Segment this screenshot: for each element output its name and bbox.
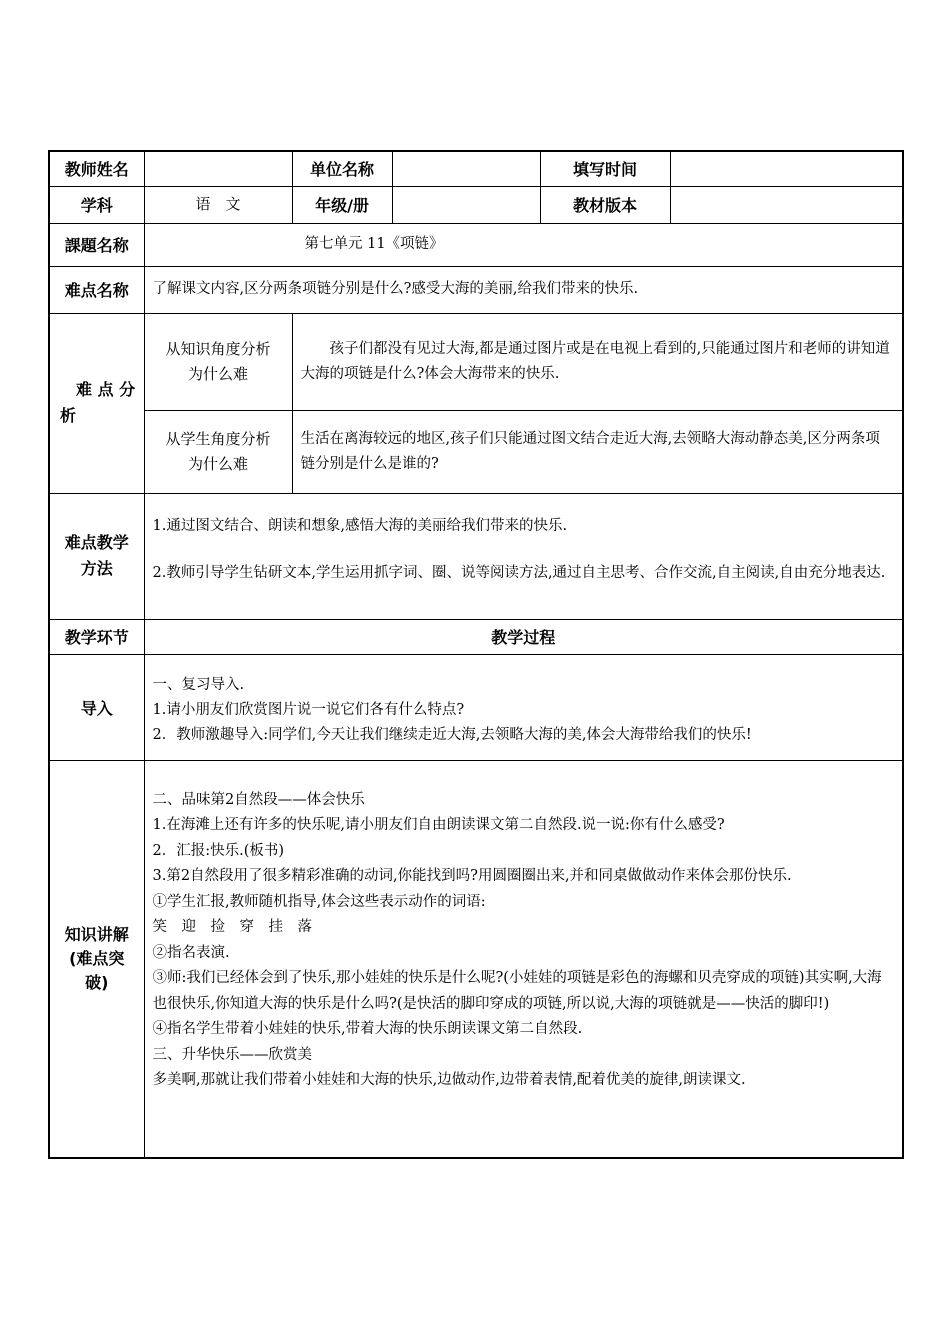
analysis-row-student bbox=[49, 410, 903, 493]
lecture-label-line-2: (难点突 bbox=[69, 948, 125, 968]
grade-value bbox=[392, 186, 540, 223]
intro-line-3: 2．教师激趣导入:同学们,今天让我们继续走近大海,去领略大海的美,体会大海带给我们的快乐! bbox=[152, 726, 752, 743]
analysis-label bbox=[49, 313, 144, 493]
difficulty-label: 难点名称 bbox=[49, 266, 144, 313]
lecture-line-9: ④指名学生带着小娃娃的快乐,带着大海的快乐朗读课文第二自然段. bbox=[152, 1021, 583, 1037]
difficulty-value: 了解课文内容,区分两条项链分别是什么?感受大海的美丽,给我们带来的快乐. bbox=[144, 266, 903, 313]
textbook-value bbox=[670, 186, 903, 223]
intro-line-1: 一、复习导入. bbox=[152, 676, 245, 693]
analysis-row-knowledge bbox=[49, 313, 903, 410]
lecture-label-line-3: 破) bbox=[85, 972, 109, 992]
intro-label: 导入 bbox=[49, 654, 144, 760]
lecture-line-11: 多美啊,那就让我们带着小娃娃和大海的快乐,边做动作,边带着表情,配着优美的旋律,朗读课文. bbox=[152, 1072, 746, 1088]
topic-label: 課題名称 bbox=[49, 223, 144, 266]
knowledge-angle-label bbox=[144, 313, 292, 410]
textbook-label: 教材版本 bbox=[540, 186, 670, 223]
unit-name-label: 单位名称 bbox=[292, 151, 392, 186]
stage-label: 教学环节 bbox=[49, 619, 144, 654]
lecture-label bbox=[49, 760, 144, 1158]
process-label: 教学过程 bbox=[144, 619, 903, 654]
fill-time-value bbox=[670, 151, 903, 186]
analysis-label-line-1: 难 点 分 bbox=[76, 380, 136, 399]
difficulty-row bbox=[49, 266, 903, 313]
lecture-line-5: ①学生汇报,教师随机指导,体会这些表示动作的词语: bbox=[152, 893, 486, 910]
subject-value: 语 文 bbox=[144, 186, 292, 223]
process-header-row bbox=[49, 619, 903, 654]
analysis-label-line-2: 析 bbox=[60, 406, 77, 425]
topic-row bbox=[49, 223, 903, 266]
lecture-line-3: 2．汇报:快乐.(板书) bbox=[152, 842, 285, 859]
method-item-2: 2.教师引导学生钻研文本,学生运用抓字词、圈、说等阅读方法,通过自主思考、合作交流,自主阅读,自由充分地表达. bbox=[152, 564, 886, 581]
teacher-name-value bbox=[144, 151, 292, 186]
unit-name-value bbox=[392, 151, 540, 186]
subject-label: 学科 bbox=[49, 186, 144, 223]
student-angle-label-line-1: 从学生角度分析 bbox=[165, 429, 271, 448]
lecture-line-1: 二、品味第2自然段——体会快乐 bbox=[152, 791, 365, 808]
method-item-1: 1.通过图文结合、朗读和想象,感悟大海的美丽给我们带来的快乐. bbox=[152, 517, 568, 534]
method-label-line-2: 方法 bbox=[80, 559, 113, 578]
lecture-line-4: 3.第2自然段用了很多精彩准确的动词,你能找到吗?用圆圈圈出来,并和同桌做做动作来体会那份快乐. bbox=[152, 868, 792, 884]
lecture-row bbox=[49, 760, 903, 1158]
method-row bbox=[49, 493, 903, 619]
lecture-label-line-1: 知识讲解 bbox=[64, 924, 129, 944]
fill-time-label: 填写时间 bbox=[540, 151, 670, 186]
lesson-plan-table bbox=[48, 150, 904, 1159]
method-label-line-1: 难点教学 bbox=[64, 533, 129, 552]
teacher-name-label: 教师姓名 bbox=[49, 151, 144, 186]
lesson-plan bbox=[48, 150, 902, 1159]
intro-row bbox=[49, 654, 903, 760]
topic-value: 第七单元 11《项链》 bbox=[144, 223, 903, 266]
lecture-line-6: 笑 迎 捡 穿 挂 落 bbox=[152, 919, 312, 935]
intro-line-2: 1.请小朋友们欣赏图片说一说它们各有什么特点? bbox=[152, 701, 465, 718]
lecture-text bbox=[144, 760, 903, 1158]
method-text bbox=[144, 493, 903, 619]
grade-label: 年级/册 bbox=[292, 186, 392, 223]
student-angle-label-line-2: 为什么难 bbox=[187, 454, 248, 473]
lecture-line-8: ③师:我们已经体会到了快乐,那小娃娃的快乐是什么呢?(小娃娃的项链是彩色的海螺和贝壳穿成的项链)其实啊,大海也很快乐,你知道大海的快乐是什么吗?(是快活的脚印穿成的项链,所以说,大海的项链就是——快活的脚印!) bbox=[152, 970, 882, 1012]
knowledge-angle-label-line-1: 从知识角度分析 bbox=[165, 339, 271, 358]
knowledge-angle-text: 孩子们都没有见过大海,都是通过图片或是在电视上看到的,只能通过图片和老师的讲知道大海的项链是什么?体会大海带来的快乐. bbox=[292, 313, 903, 410]
student-angle-text: 生活在离海较远的地区,孩子们只能通过图文结合走近大海,去领略大海动静态美,区分两条项链分别是什么是谁的? bbox=[292, 410, 903, 493]
student-angle-label bbox=[144, 410, 292, 493]
lecture-line-10: 三、升华快乐——欣赏美 bbox=[152, 1046, 312, 1063]
lecture-line-7: ②指名表演. bbox=[152, 944, 230, 961]
lecture-line-2: 1.在海滩上还有许多的快乐呢,请小朋友们自由朗读课文第二自然段.说一说:你有什么感受? bbox=[152, 817, 725, 833]
header-row-2 bbox=[49, 186, 903, 223]
intro-text bbox=[144, 654, 903, 760]
header-row-1 bbox=[49, 151, 903, 186]
knowledge-angle-label-line-2: 为什么难 bbox=[187, 364, 248, 383]
method-label bbox=[49, 493, 144, 619]
